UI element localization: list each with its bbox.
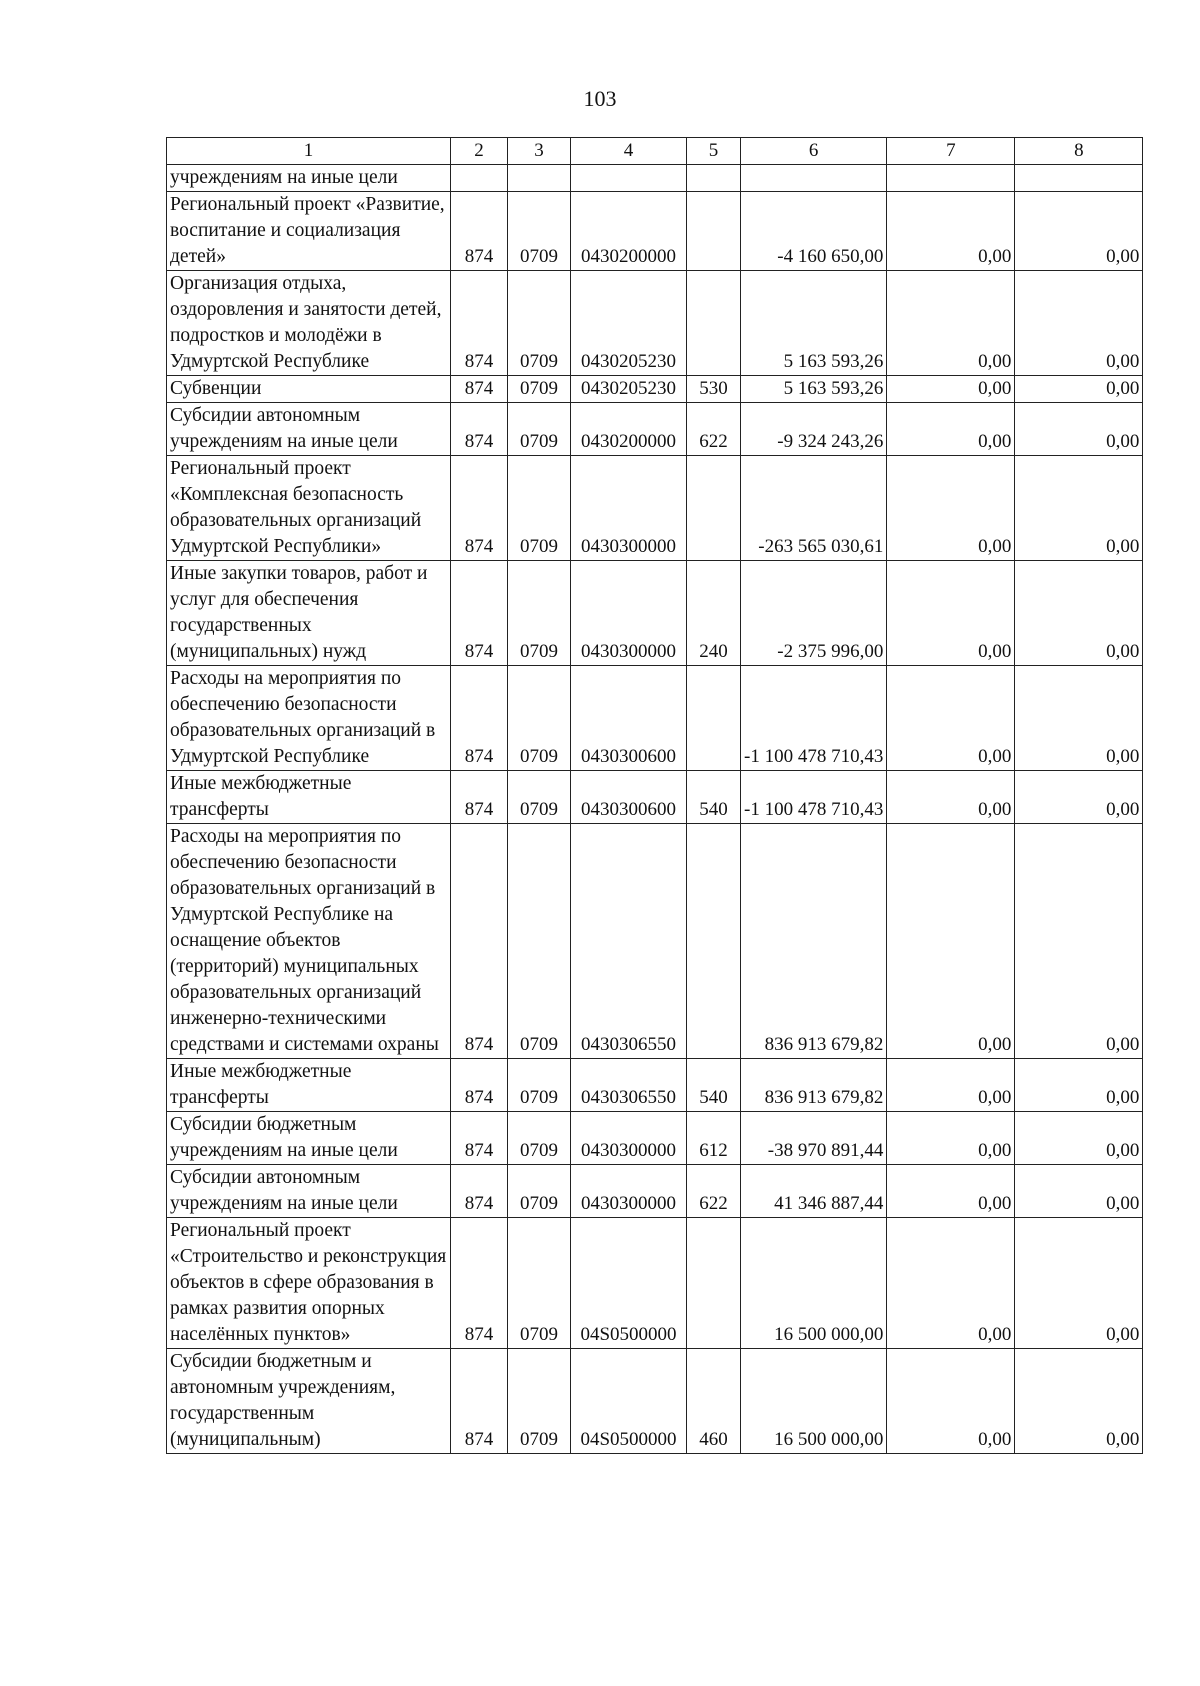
section-code: 0709 (508, 561, 571, 666)
expense-type-code (687, 192, 741, 271)
section-code: 0709 (508, 771, 571, 824)
amount-col7: 0,00 (887, 771, 1015, 824)
target-article-code: 0430205230 (571, 271, 687, 376)
section-code: 0709 (508, 1112, 571, 1165)
expense-type-code: 240 (687, 561, 741, 666)
section-code: 0709 (508, 1059, 571, 1112)
amount-col8 (1015, 165, 1143, 192)
amount-col8: 0,00 (1015, 271, 1143, 376)
section-code: 0709 (508, 271, 571, 376)
amount-col6: -263 565 030,61 (741, 456, 887, 561)
ministry-code: 874 (451, 771, 508, 824)
table-row (167, 271, 1143, 376)
expense-name: Региональный проект «Строительство и реконструкция объектов в сфере образования в рамках развития опорных населённых пунктов» (167, 1218, 451, 1349)
expense-name: Региональный проект «Развитие, воспитание и социализация детей» (167, 192, 451, 271)
header-row (167, 138, 1143, 165)
section-code: 0709 (508, 376, 571, 403)
amount-col7: 0,00 (887, 1059, 1015, 1112)
column-header: 8 (1015, 138, 1143, 165)
column-header: 4 (571, 138, 687, 165)
section-code (508, 165, 571, 192)
expense-type-code: 530 (687, 376, 741, 403)
expense-name: Субвенции (167, 376, 451, 403)
expense-name: Региональный проект «Комплексная безопасность образовательных организаций Удмуртской Республики» (167, 456, 451, 561)
amount-col8: 0,00 (1015, 771, 1143, 824)
table-row (167, 376, 1143, 403)
amount-col6 (741, 165, 887, 192)
expense-type-code: 540 (687, 1059, 741, 1112)
section-code: 0709 (508, 192, 571, 271)
ministry-code: 874 (451, 403, 508, 456)
section-code: 0709 (508, 1165, 571, 1218)
amount-col6: -9 324 243,26 (741, 403, 887, 456)
amount-col6: 5 163 593,26 (741, 376, 887, 403)
target-article-code: 0430306550 (571, 824, 687, 1059)
table-row (167, 192, 1143, 271)
amount-col7: 0,00 (887, 1165, 1015, 1218)
expense-type-code: 612 (687, 1112, 741, 1165)
amount-col8: 0,00 (1015, 824, 1143, 1059)
page-number: 103 (583, 86, 617, 111)
table-row (167, 1112, 1143, 1165)
expense-type-code (687, 824, 741, 1059)
expense-name: Расходы на мероприятия по обеспечению безопасности образовательных организаций в Удмуртской Республике (167, 666, 451, 771)
amount-col6: -1 100 478 710,43 (741, 666, 887, 771)
amount-col6: -4 160 650,00 (741, 192, 887, 271)
column-header: 3 (508, 138, 571, 165)
table-row (167, 1218, 1143, 1349)
ministry-code: 874 (451, 1112, 508, 1165)
amount-col7: 0,00 (887, 561, 1015, 666)
amount-col8: 0,00 (1015, 561, 1143, 666)
ministry-code: 874 (451, 1349, 508, 1454)
target-article-code: 0430300000 (571, 1112, 687, 1165)
amount-col8: 0,00 (1015, 1165, 1143, 1218)
expense-name: Иные межбюджетные трансферты (167, 771, 451, 824)
expense-type-code (687, 456, 741, 561)
expense-type-code (687, 165, 741, 192)
amount-col6: 16 500 000,00 (741, 1218, 887, 1349)
ministry-code: 874 (451, 1165, 508, 1218)
expense-name: Субсидии автономным учреждениям на иные цели (167, 403, 451, 456)
ministry-code: 874 (451, 1218, 508, 1349)
expense-type-code (687, 271, 741, 376)
ministry-code (451, 165, 508, 192)
expense-name: Организация отдыха, оздоровления и занятости детей, подростков и молодёжи в Удмуртской Республике (167, 271, 451, 376)
amount-col8: 0,00 (1015, 192, 1143, 271)
amount-col8: 0,00 (1015, 1218, 1143, 1349)
expense-name: Субсидии бюджетным учреждениям на иные цели (167, 1112, 451, 1165)
expense-type-code: 622 (687, 403, 741, 456)
table-row (167, 165, 1143, 192)
section-code: 0709 (508, 824, 571, 1059)
expense-name: Иные закупки товаров, работ и услуг для обеспечения государственных (муниципальных) нужд (167, 561, 451, 666)
table-row (167, 456, 1143, 561)
expense-type-code (687, 666, 741, 771)
table-row (167, 771, 1143, 824)
target-article-code: 0430300600 (571, 666, 687, 771)
amount-col7: 0,00 (887, 456, 1015, 561)
table-row (167, 666, 1143, 771)
expense-name: Иные межбюджетные трансферты (167, 1059, 451, 1112)
amount-col7: 0,00 (887, 666, 1015, 771)
ministry-code: 874 (451, 376, 508, 403)
amount-col8: 0,00 (1015, 403, 1143, 456)
amount-col6: -1 100 478 710,43 (741, 771, 887, 824)
table-row (167, 561, 1143, 666)
amount-col6: 41 346 887,44 (741, 1165, 887, 1218)
expense-name: Субсидии автономным учреждениям на иные цели (167, 1165, 451, 1218)
amount-col6: 5 163 593,26 (741, 271, 887, 376)
expense-type-code: 622 (687, 1165, 741, 1218)
target-article-code: 0430300000 (571, 456, 687, 561)
ministry-code: 874 (451, 271, 508, 376)
ministry-code: 874 (451, 1059, 508, 1112)
expense-name: Расходы на мероприятия по обеспечению безопасности образовательных организаций в Удмуртской Республике на оснащение объектов (территорий) муниципальных образовательных организаций инженерно-техническими средствами и системами охраны (167, 824, 451, 1059)
expense-type-code: 540 (687, 771, 741, 824)
table-row (167, 1349, 1143, 1454)
amount-col8: 0,00 (1015, 376, 1143, 403)
amount-col6: 836 913 679,82 (741, 1059, 887, 1112)
amount-col6: -2 375 996,00 (741, 561, 887, 666)
target-article-code: 04S0500000 (571, 1218, 687, 1349)
section-code: 0709 (508, 456, 571, 561)
target-article-code: 0430300600 (571, 771, 687, 824)
amount-col8: 0,00 (1015, 1059, 1143, 1112)
amount-col7: 0,00 (887, 1349, 1015, 1454)
amount-col7: 0,00 (887, 376, 1015, 403)
amount-col7: 0,00 (887, 1112, 1015, 1165)
table-row (167, 1059, 1143, 1112)
ministry-code: 874 (451, 561, 508, 666)
amount-col7: 0,00 (887, 192, 1015, 271)
amount-col7: 0,00 (887, 824, 1015, 1059)
amount-col8: 0,00 (1015, 1349, 1143, 1454)
column-header: 1 (167, 138, 451, 165)
table-row (167, 1165, 1143, 1218)
ministry-code: 874 (451, 192, 508, 271)
column-header: 6 (741, 138, 887, 165)
amount-col7: 0,00 (887, 271, 1015, 376)
expense-type-code: 460 (687, 1349, 741, 1454)
ministry-code: 874 (451, 456, 508, 561)
target-article-code: 0430300000 (571, 561, 687, 666)
amount-col8: 0,00 (1015, 1112, 1143, 1165)
amount-col7: 0,00 (887, 403, 1015, 456)
section-code: 0709 (508, 1349, 571, 1454)
ministry-code: 874 (451, 666, 508, 771)
target-article-code: 0430200000 (571, 403, 687, 456)
amount-col7: 0,00 (887, 1218, 1015, 1349)
column-header: 7 (887, 138, 1015, 165)
column-header: 5 (687, 138, 741, 165)
budget-table (166, 137, 1143, 1454)
amount-col6: -38 970 891,44 (741, 1112, 887, 1165)
amount-col6: 836 913 679,82 (741, 824, 887, 1059)
target-article-code: 0430200000 (571, 192, 687, 271)
target-article-code (571, 165, 687, 192)
expense-name: учреждениям на иные цели (167, 165, 451, 192)
target-article-code: 0430205230 (571, 376, 687, 403)
table-row (167, 824, 1143, 1059)
section-code: 0709 (508, 403, 571, 456)
section-code: 0709 (508, 666, 571, 771)
amount-col7 (887, 165, 1015, 192)
ministry-code: 874 (451, 824, 508, 1059)
column-header: 2 (451, 138, 508, 165)
table-row (167, 403, 1143, 456)
target-article-code: 04S0500000 (571, 1349, 687, 1454)
amount-col6: 16 500 000,00 (741, 1349, 887, 1454)
target-article-code: 0430300000 (571, 1165, 687, 1218)
section-code: 0709 (508, 1218, 571, 1349)
expense-name: Субсидии бюджетным и автономным учреждениям, государственным (муниципальным) (167, 1349, 451, 1454)
amount-col8: 0,00 (1015, 666, 1143, 771)
expense-type-code (687, 1218, 741, 1349)
amount-col8: 0,00 (1015, 456, 1143, 561)
target-article-code: 0430306550 (571, 1059, 687, 1112)
